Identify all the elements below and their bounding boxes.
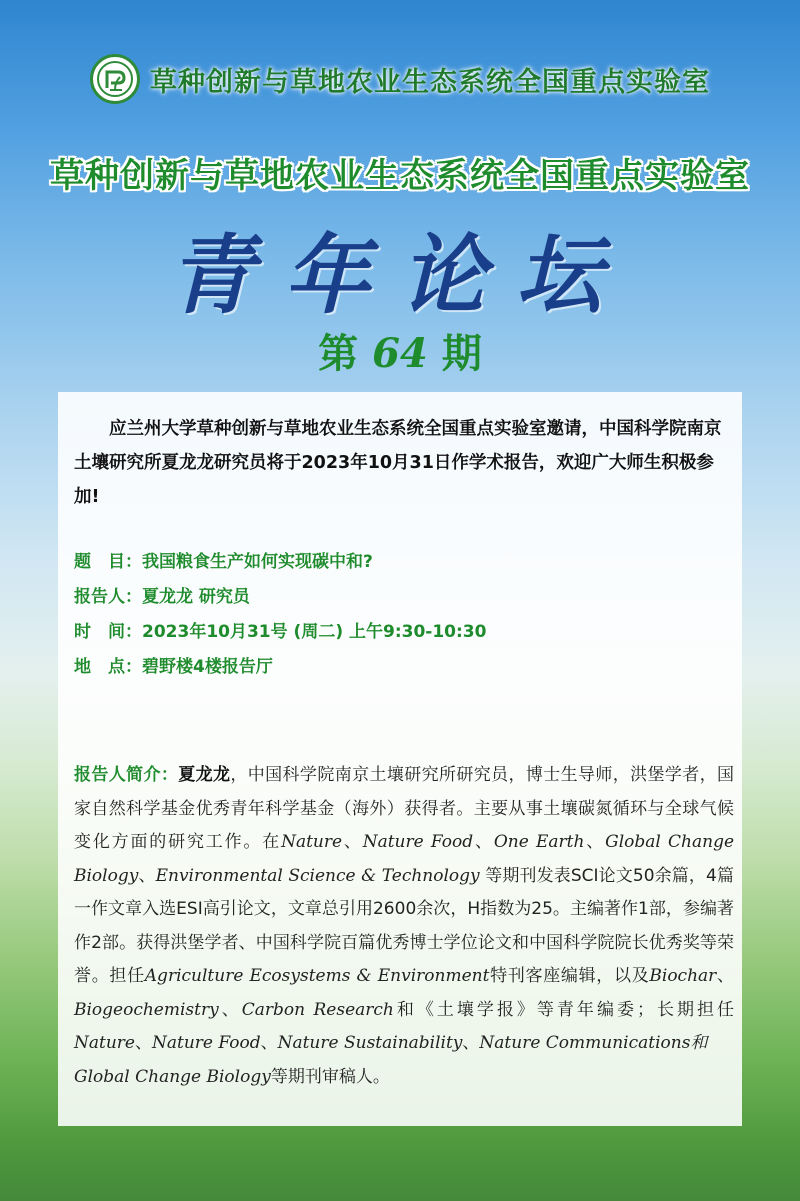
journal-name: Nature Communications (479, 1033, 691, 1053)
separator: 、 (342, 832, 363, 852)
journal-name: Nature Food (362, 832, 474, 852)
bio-text: 和《土壤学报》等青年编委；长期担任 (393, 999, 734, 1020)
forum-title: 青年论坛 (168, 225, 632, 326)
journal-name: One Earth (493, 832, 585, 852)
bio-text: 等期刊发表SCI论文50余篇，4篇一作文章入选ESI高引论文，文章总引用2600余次，H指数为25。主编著作1部，参编著作2部。获得洪堡学者、中国科学院百篇优秀博士学位论文和中国科学院院长优秀奖等荣誉。担任 (74, 865, 734, 986)
info-topic: 题 目：我国粮食生产如何实现碳中和? (74, 552, 373, 572)
journal-name: Carbon Research (241, 999, 394, 1020)
journal-name: Environmental Science & Technology (155, 865, 480, 886)
journal-name: Nature Food (151, 1033, 261, 1053)
issue-prefix: 第 (318, 331, 359, 377)
bio-text: 特刊客座编辑，以及 (489, 966, 650, 986)
lab-header (0, 54, 800, 104)
info-time: 时 间：2023年10月31号 (周二) 上午9:30-10:30 (74, 622, 487, 642)
lab-emblem-icon (90, 54, 140, 104)
separator: 、 (260, 1033, 278, 1053)
journal-name: Biogeochemistry (74, 999, 219, 1020)
issue-number (0, 322, 800, 379)
journal-name: Biochar (649, 966, 717, 986)
journal-name: Nature (74, 1033, 135, 1053)
speaker-bio (74, 759, 734, 1094)
forum-subtitle: 草种创新与草地农业生态系统全国重点实验室 (50, 156, 750, 196)
separator: 、 (218, 999, 242, 1020)
info-speaker: 报告人：夏龙龙 研究员 (74, 587, 250, 607)
journal-name: Nature (281, 832, 343, 852)
journal-name: Agriculture Ecosystems & Environment (144, 966, 490, 986)
separator: 、 (716, 966, 734, 986)
issue-suffix: 期 (441, 331, 482, 377)
bio-name: 夏龙龙 (178, 765, 231, 785)
info-place: 地 点：碧野楼4楼报告厅 (74, 657, 273, 677)
bio-text: ，中国科学院南京土壤研究所研究员，博士生导师，洪堡学者，国家自然科学基金优秀青年科学基金（海外）获得者。主要从事土壤碳氮循环与全球气候变化方面的研究工作。在 (74, 765, 735, 852)
bio-text: 等期刊审稿人。 (270, 1066, 390, 1087)
journal-name: Global Change Biology (74, 832, 735, 886)
separator: 、 (473, 832, 494, 852)
bio-label: 报告人简介： (74, 765, 179, 785)
separator: 、 (584, 832, 606, 852)
issue-value: 64 (372, 330, 428, 377)
separator: 、 (138, 865, 156, 886)
journal-name: Nature Sustainability (277, 1033, 463, 1053)
bio-text: 和 (690, 1033, 708, 1053)
lab-name: 草种创新与草地农业生态系统全国重点实验室 (150, 66, 710, 98)
separator: 、 (462, 1033, 480, 1053)
separator: 、 (134, 1033, 152, 1053)
intro-paragraph: 应兰州大学草种创新与草地农业生态系统全国重点实验室邀请，中国科学院南京土壤研究所夏龙龙研究员将于2023年10月31日作学术报告，欢迎广大师生积极参加! (74, 419, 722, 507)
journal-name: Global Change Biology (74, 1066, 271, 1087)
